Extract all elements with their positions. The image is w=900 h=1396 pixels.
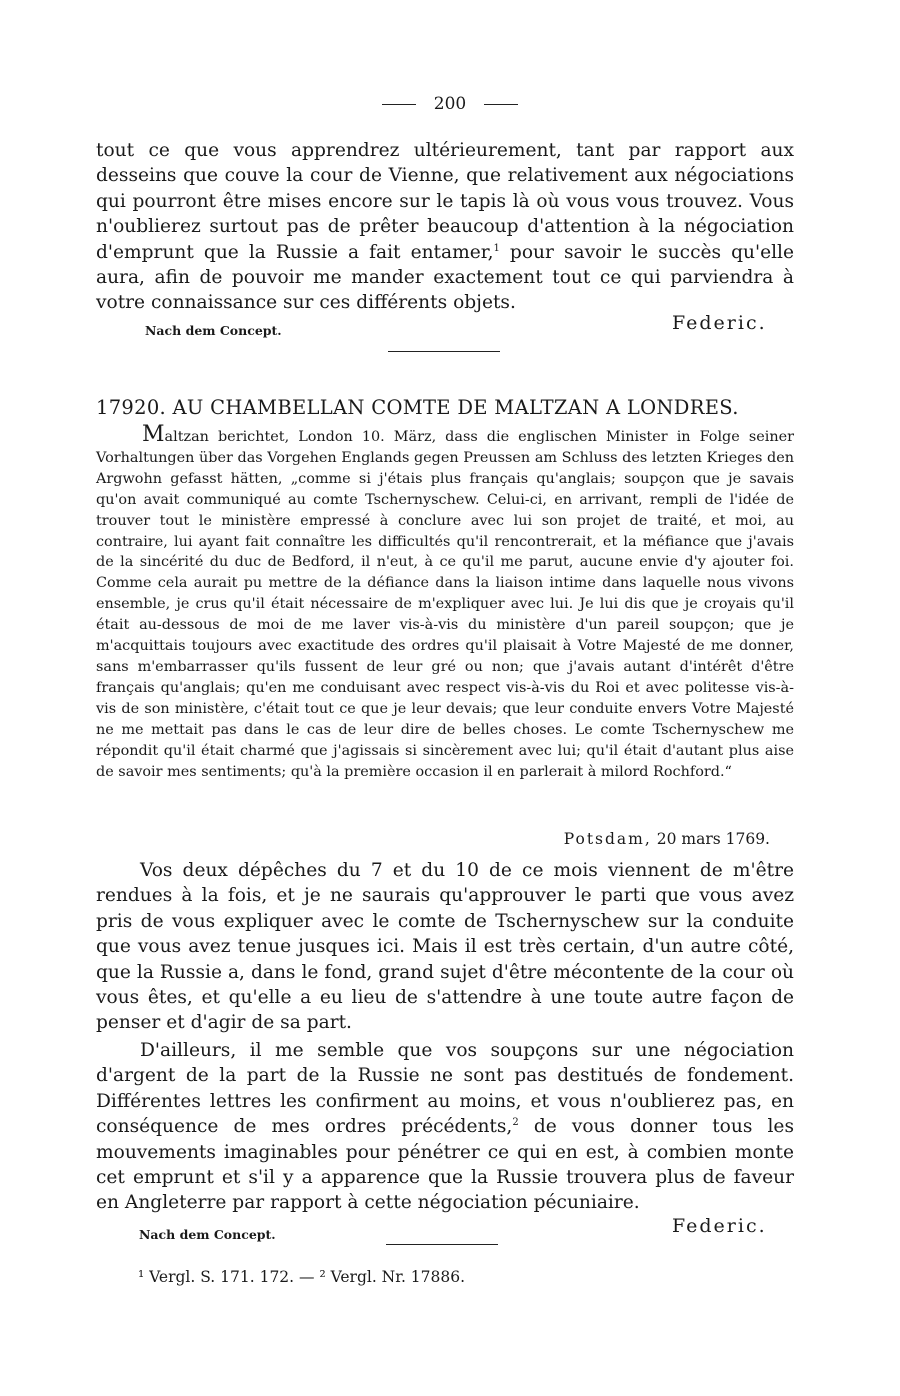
letter1-source-note: Nach dem Concept. xyxy=(145,323,282,338)
letter2-source-note: Nach dem Concept. xyxy=(139,1227,276,1242)
dash-right xyxy=(484,104,518,105)
letter2-signature: Federic. xyxy=(672,1215,767,1237)
letter1-body: tout ce que vous apprendrez ultérieurement, tant par rapport aux desseins que couve la cour de Vienne, que relativement aux négociations qui pourront être mises encore sur le tapis là où vous vous trouvez. Vous n'oublierez surtout pas de prêter beaucoup d'attention à la négociation d'emprunt que la Russie a fait entamer,$^1$ pour savoir le succès qu'elle aura, afin de pouvoir me mander exactement tout ce qui parviendra à votre connaissance sur ces différents objets. xyxy=(96,140,794,314)
footnote-ref-1: 1 xyxy=(493,242,500,254)
dateline: Potsdam, 20 mars 1769. xyxy=(563,830,770,848)
summary-initial: M xyxy=(142,422,165,447)
footnotes: ¹ Vergl. S. 171. 172. — ² Vergl. Nr. 17886. xyxy=(138,1268,466,1286)
dash-left xyxy=(382,104,416,105)
letter-heading: 17920. AU CHAMBELLAN COMTE DE MALTZAN A LONDRES. xyxy=(96,396,739,419)
letter-summary: Maltzan berichtet, London 10. März, dass die englischen Minister in Folge seiner Vorhaltungen über das Vorgehen Englands gegen Preussen am Schluss des letzten Krieges den Argwohn gefasst hätten, „comme si j'étais plus français qu'anglais; soupçon que je savais qu'on avait communiqué au comte Tschernyschew. Celui-ci, en arrivant, rempli de l'idée de trouver tout le ministère empressé à conclure avec lui son projet de traité, et moi, au contraire, lui ayant fait connaître les difficultés qu'il rencontrerait, et la méfiance que j'avais de la sincérité du duc de Bedford, il n'eut, à ce qu'il me parut, aucune envie d'y ajouter foi. Comme cela aurait pu mettre de la défiance dans la liaison intime dans laquelle nous vivons ensemble, je crus qu'il était nécessaire de m'expliquer avec lui. Je lui dis que je croyais qu'il était au-dessous de moi de me laver vis-à-vis du ministère d'un pareil soupçon; que je m'acquittais toujours avec exactitude des ordres qu'il plaisait à Votre Majesté de me donner, sans m'embarrasser qu'ils fussent de leur gré ou non; que j'avais autant d'intérêt d'être français qu'anglais; qu'en me conduisant avec respect vis-à-vis du Roi et avec politesse vis-à-vis de son ministère, c'était tout ce que je leur devais; que leur conduite envers Votre Majesté ne me mettait pas dans le cas de leur dire de belles choses. Le comte Tschernyschew me répondit qu'il était charmé que j'agissais si sincèrement avec lui; qu'il était d'autant plus aise de savoir mes sentiments; qu'à la première occasion il en parlerait à milord Rochford.“ xyxy=(96,422,794,780)
footnote-ref-2: 2 xyxy=(512,1117,519,1129)
footnote-divider xyxy=(386,1244,498,1245)
letter1-signature: Federic. xyxy=(672,312,767,334)
letter2-paragraph-1: Vos deux dépêches du 7 et du 10 de ce mois viennent de m'être rendues à la fois, et je ne saurais qu'approuver le parti que vous avez pris de vous expliquer avec le comte de Tschernyschew sur la conduite que vous avez tenue jusques ici. Mais il est très certain, d'un autre côté, que la Russie a, dans le fond, grand sujet d'être mécontente de la cour où vous êtes, et qu'elle a eu lieu de s'attendre à une toute autre façon de penser et d'agir de sa part. xyxy=(96,860,794,1034)
letter2-paragraph-2: D'ailleurs, il me semble que vos soupçons sur une négociation d'argent de la part de la Russie ne sont pas destitués de fondement. Différentes lettres les confirment au moins, et vous n'oublierez pas, en conséquence de mes ordres précédents,$^2$ de vous donner tous les mouvements imaginables pour pénétrer ce qui en est, à combien monte cet emprunt et s'il y a apparence que la Russie trouvera plus de faveur en Angleterre par rapport à cette négociation pécuniaire. xyxy=(96,1040,794,1214)
page-number: 200 xyxy=(0,94,900,114)
section-divider xyxy=(388,351,500,352)
